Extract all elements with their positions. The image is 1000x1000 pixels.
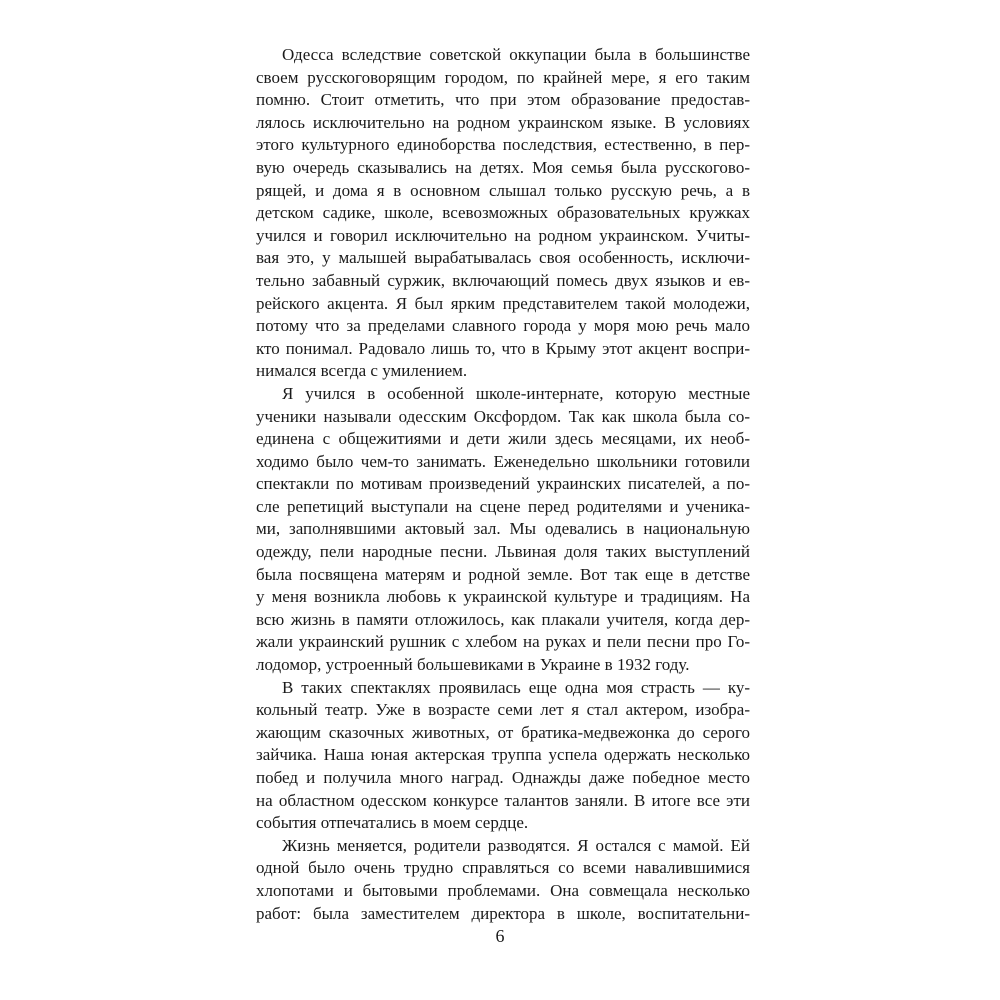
text-line: хлопотами и бытовыми проблемами. Она совмещала несколько [256, 880, 750, 900]
text-line: жающим сказочных животных, от братика-медвежонка до серого [256, 722, 750, 742]
text-line: кольный театр. Уже в возрасте семи лет я стал актером, изобра- [256, 700, 750, 720]
text-line: побед и получила много наград. Однажды даже победное место [256, 768, 750, 787]
text-line: ходимо было чем-то занимать. Еженедельно школьники готовили [256, 451, 750, 471]
text-line: нимался всегда с умилением. [256, 361, 468, 381]
text-line: всю жизнь в памяти отложилось, как плакали учителя, когда дер- [256, 609, 750, 629]
text-line: события отпечатались в моем сердце. [256, 813, 529, 833]
text-line: работ: была заместителем директора в школе, воспитательни- [256, 903, 750, 923]
text-line: учился и говорил исключительно на родном украинском. Учиты- [256, 225, 750, 245]
text-line: помню. Стоит отметить, что при этом образование предостав- [256, 90, 750, 110]
text-line: жали украинский рушник с хлебом на руках и пели песни про Го- [256, 632, 750, 652]
text-line: у меня возникла любовь к украинской культуре и традициям. На [256, 587, 750, 607]
text-line: ми, заполнявшими актовый зал. Мы одевались в национальную [256, 519, 750, 539]
text-line: рящей, и дома я в основном слышал только русскую речь, а в [256, 180, 750, 200]
text-line: В таких спектаклях проявилась еще одна моя страсть — ку- [282, 677, 750, 697]
text-line: Я учился в особенной школе-интернате, которую местные [282, 383, 750, 403]
text-line: ученики называли одесским Оксфордом. Так как школа была со- [256, 406, 750, 426]
text-line: вую очередь сказывались на детях. Моя семья была русскогово- [256, 157, 750, 177]
text-line: одной было очень трудно справляться со всеми навалившимися [256, 858, 750, 878]
text-line: была посвящена матерям и родной земле. Вот так еще в детстве [256, 564, 750, 584]
text-line: одежду, пели народные песни. Львиная доля таких выступлений [256, 542, 750, 562]
text-line: своем русскоговорящим городом, по крайней мере, я его таким [256, 67, 750, 87]
text-line: на областном одесском конкурсе талантов заняли. В итоге все эти [256, 790, 750, 810]
text-line: детском садике, школе, всевозможных образовательных кружках [256, 203, 750, 223]
text-line: лялось исключительно на родном украинском языке. В условиях [256, 112, 750, 132]
text-line: лодомор, устроенный большевиками в Украине в 1932 году. [256, 655, 690, 675]
text-line: потому что за пределами славного города у моря мою речь мало [256, 316, 750, 336]
text-line: единена с общежитиями и дети жили здесь месяцами, их необ- [256, 429, 750, 449]
text-line: рейского акцента. Я был ярким представителем такой молодежи, [256, 293, 750, 313]
page-number: 6 [495, 926, 505, 946]
text-line: вая это, у малышей вырабатывалась своя особенность, исключи- [256, 248, 750, 268]
body-text [256, 44, 750, 925]
text-line: этого культурного единоборства последствия, естественно, в пер- [256, 135, 750, 155]
text-line: спектакли по мотивам произведений украинских писателей, а по- [256, 474, 750, 494]
text-line: Одесса вследствие советской оккупации была в большинстве [282, 45, 750, 64]
text-line: тельно забавный суржик, включающий помесь двух языков и ев- [256, 270, 750, 290]
text-line: кто понимал. Радовало лишь то, что в Крыму этот акцент воспри- [256, 338, 750, 358]
text-line: Жизнь меняется, родители разводятся. Я остался с мамой. Ей [282, 835, 750, 855]
text-line: сле репетиций выступали на сцене перед родителями и ученика- [256, 496, 750, 516]
text-line: зайчика. Наша юная актерская труппа успела одержать несколько [256, 745, 750, 765]
